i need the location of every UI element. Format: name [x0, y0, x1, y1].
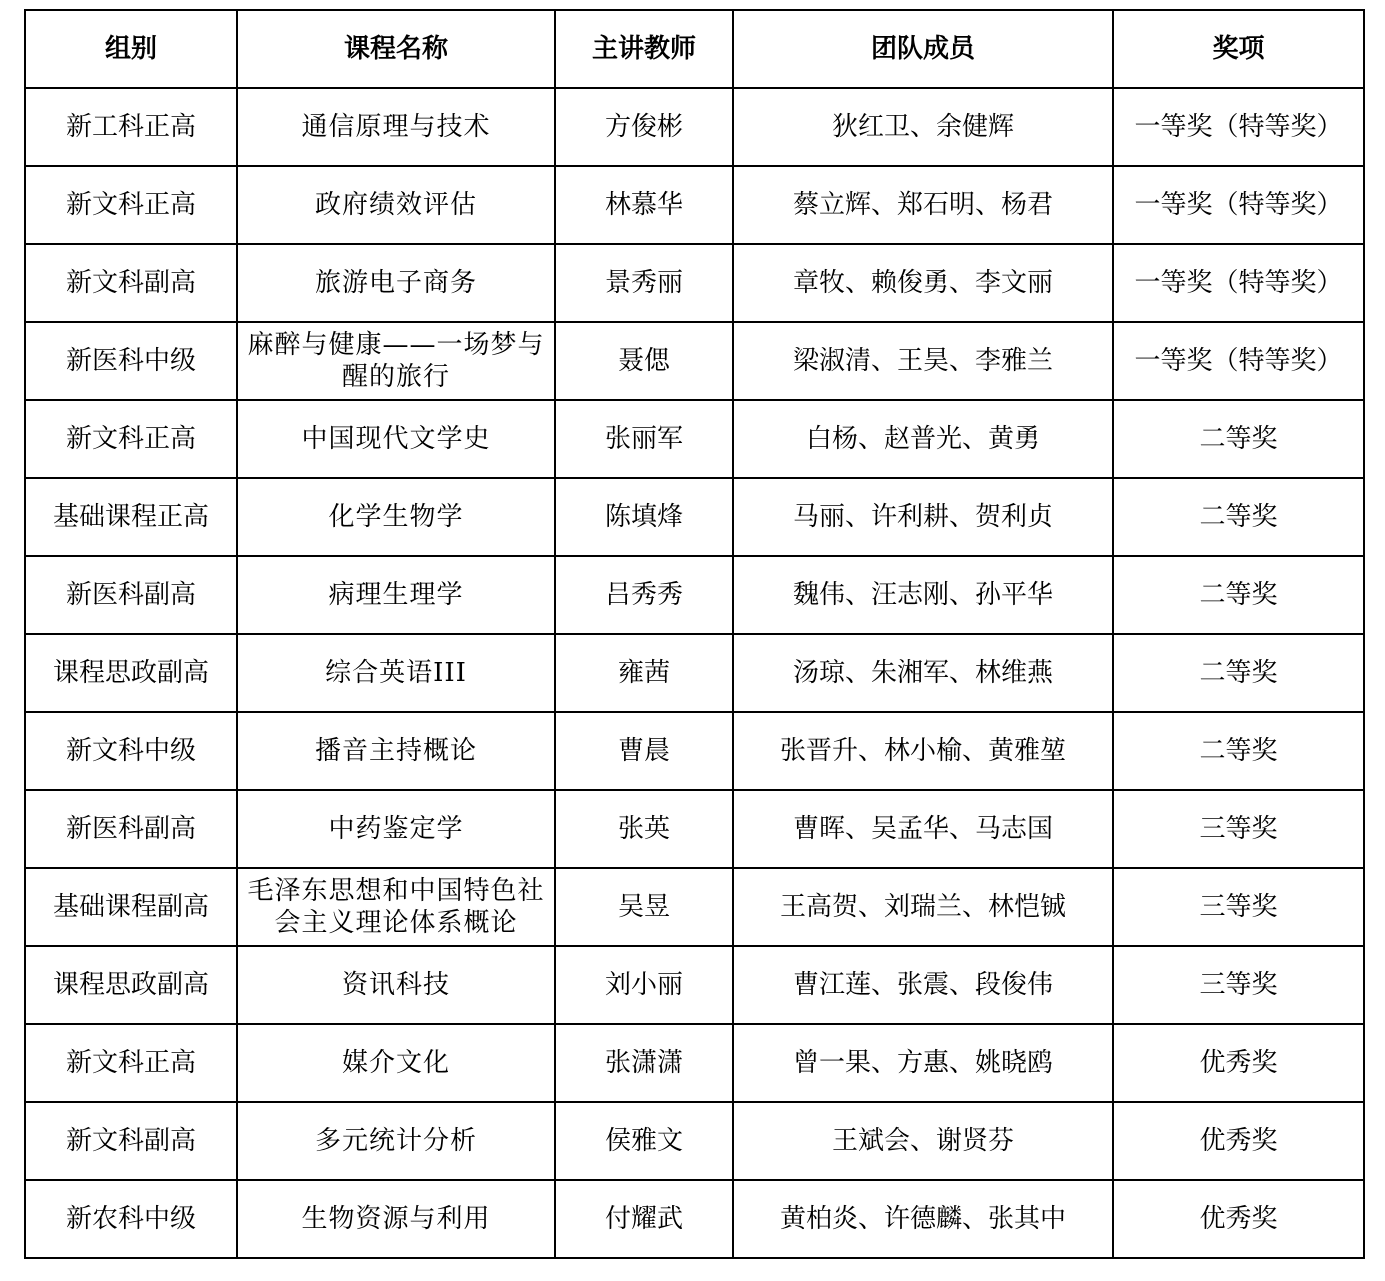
- cell-members: 曹晖、吴孟华、马志国: [733, 790, 1113, 868]
- cell-teacher: 张英: [555, 790, 733, 868]
- cell-award: 三等奖: [1113, 868, 1364, 946]
- cell-course: 多元统计分析: [237, 1102, 555, 1180]
- cell-award: 优秀奖: [1113, 1102, 1364, 1180]
- cell-group: 新医科副高: [25, 556, 237, 634]
- cell-award: 一等奖（特等奖）: [1113, 88, 1364, 166]
- cell-group: 新文科正高: [25, 400, 237, 478]
- cell-members: 王斌会、谢贤芬: [733, 1102, 1113, 1180]
- cell-teacher: 刘小丽: [555, 946, 733, 1024]
- cell-group: 新文科副高: [25, 244, 237, 322]
- table-row: [25, 790, 1364, 868]
- cell-teacher: 林慕华: [555, 166, 733, 244]
- table-row: [25, 1024, 1364, 1102]
- cell-members: 曹江莲、张震、段俊伟: [733, 946, 1113, 1024]
- cell-members: 梁淑清、王昊、李雅兰: [733, 322, 1113, 400]
- awards-table: [24, 9, 1365, 1259]
- cell-teacher: 陈填烽: [555, 478, 733, 556]
- cell-award: 二等奖: [1113, 712, 1364, 790]
- cell-course: 病理生理学: [237, 556, 555, 634]
- cell-group: 新文科副高: [25, 1102, 237, 1180]
- cell-teacher: 侯雅文: [555, 1102, 733, 1180]
- cell-award: 一等奖（特等奖）: [1113, 322, 1364, 400]
- cell-group: 新文科正高: [25, 166, 237, 244]
- cell-award: 一等奖（特等奖）: [1113, 244, 1364, 322]
- cell-award: 二等奖: [1113, 556, 1364, 634]
- cell-group: 基础课程副高: [25, 868, 237, 946]
- cell-course: 媒介文化: [237, 1024, 555, 1102]
- cell-members: 黄柏炎、许德麟、张其中: [733, 1180, 1113, 1258]
- cell-teacher: 景秀丽: [555, 244, 733, 322]
- cell-group: 课程思政副高: [25, 634, 237, 712]
- cell-teacher: 付耀武: [555, 1180, 733, 1258]
- table-row: [25, 946, 1364, 1024]
- table-header-row: [25, 10, 1364, 88]
- table-row: [25, 1180, 1364, 1258]
- cell-teacher: 曹晨: [555, 712, 733, 790]
- table-row: [25, 556, 1364, 634]
- header-lead-teacher: 主讲教师: [555, 10, 733, 88]
- table-row: [25, 1102, 1364, 1180]
- cell-teacher: 方俊彬: [555, 88, 733, 166]
- cell-members: 狄红卫、余健辉: [733, 88, 1113, 166]
- table-row: [25, 634, 1364, 712]
- header-course-name: 课程名称: [237, 10, 555, 88]
- cell-members: 马丽、许利耕、贺利贞: [733, 478, 1113, 556]
- cell-course: 综合英语III: [237, 634, 555, 712]
- cell-teacher: 吕秀秀: [555, 556, 733, 634]
- cell-group: 课程思政副高: [25, 946, 237, 1024]
- cell-members: 章牧、赖俊勇、李文丽: [733, 244, 1113, 322]
- cell-members: 蔡立辉、郑石明、杨君: [733, 166, 1113, 244]
- cell-group: 新医科副高: [25, 790, 237, 868]
- cell-award: 优秀奖: [1113, 1180, 1364, 1258]
- cell-course: 中国现代文学史: [237, 400, 555, 478]
- cell-course: 政府绩效评估: [237, 166, 555, 244]
- cell-course: 化学生物学: [237, 478, 555, 556]
- table-row: [25, 166, 1364, 244]
- cell-course: 通信原理与技术: [237, 88, 555, 166]
- cell-members: 汤琼、朱湘军、林维燕: [733, 634, 1113, 712]
- table-row: [25, 478, 1364, 556]
- cell-award: 二等奖: [1113, 634, 1364, 712]
- cell-group: 基础课程正高: [25, 478, 237, 556]
- cell-course: 旅游电子商务: [237, 244, 555, 322]
- cell-teacher: 雍茜: [555, 634, 733, 712]
- cell-group: 新医科中级: [25, 322, 237, 400]
- cell-course: 资讯科技: [237, 946, 555, 1024]
- cell-award: 三等奖: [1113, 790, 1364, 868]
- cell-course: 麻醉与健康——一场梦与醒的旅行: [237, 322, 555, 400]
- cell-course: 播音主持概论: [237, 712, 555, 790]
- cell-members: 王高贺、刘瑞兰、林恺铖: [733, 868, 1113, 946]
- header-team-members: 团队成员: [733, 10, 1113, 88]
- cell-award: 一等奖（特等奖）: [1113, 166, 1364, 244]
- table-row: [25, 868, 1364, 946]
- cell-course: 生物资源与利用: [237, 1180, 555, 1258]
- cell-members: 张晋升、林小榆、黄雅堃: [733, 712, 1113, 790]
- cell-teacher: 张潇潇: [555, 1024, 733, 1102]
- header-group: 组别: [25, 10, 237, 88]
- cell-members: 曾一果、方惠、姚晓鸥: [733, 1024, 1113, 1102]
- cell-award: 二等奖: [1113, 400, 1364, 478]
- table-row: [25, 400, 1364, 478]
- cell-members: 白杨、赵普光、黄勇: [733, 400, 1113, 478]
- cell-teacher: 聂偲: [555, 322, 733, 400]
- cell-course: 中药鉴定学: [237, 790, 555, 868]
- table-row: [25, 322, 1364, 400]
- table-row: [25, 244, 1364, 322]
- cell-members: 魏伟、汪志刚、孙平华: [733, 556, 1113, 634]
- table-row: [25, 712, 1364, 790]
- cell-teacher: 吴昱: [555, 868, 733, 946]
- cell-course: 毛泽东思想和中国特色社会主义理论体系概论: [237, 868, 555, 946]
- cell-award: 二等奖: [1113, 478, 1364, 556]
- cell-group: 新工科正高: [25, 88, 237, 166]
- cell-award: 优秀奖: [1113, 1024, 1364, 1102]
- cell-award: 三等奖: [1113, 946, 1364, 1024]
- cell-group: 新农科中级: [25, 1180, 237, 1258]
- cell-group: 新文科中级: [25, 712, 237, 790]
- cell-teacher: 张丽军: [555, 400, 733, 478]
- table-row: [25, 88, 1364, 166]
- header-award: 奖项: [1113, 10, 1364, 88]
- cell-group: 新文科正高: [25, 1024, 237, 1102]
